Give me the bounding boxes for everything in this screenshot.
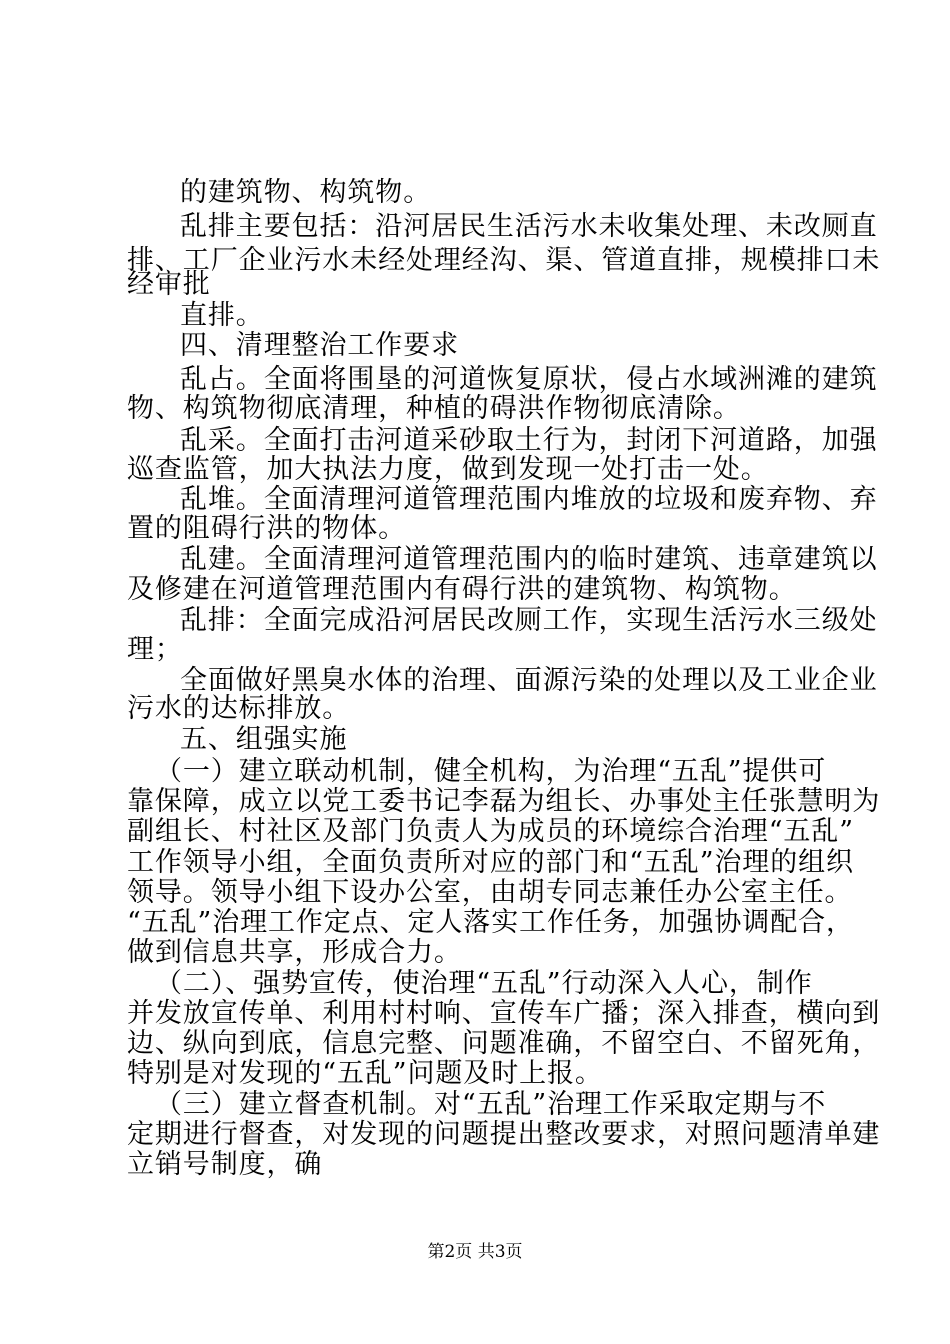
text-line: 特别是对发现的“五乱”问题及时上报。 (127, 1058, 603, 1089)
text-line: 排、工厂企业污水未经处理经沟、渠、管道直排，规模排口未 (127, 245, 881, 276)
text-line: 经审批 (127, 269, 211, 300)
text-line: “五乱”治理工作定点、定人落实工作任务，加强协调配合， (127, 907, 854, 938)
section-heading: 五、组强实施 (180, 724, 348, 755)
page-number-footer: 第2页 共3页 (427, 1242, 523, 1262)
text-line: 巡查监管，加大执法力度，做到发现一处打击一处。 (127, 454, 769, 485)
text-line: 定期进行督查，对发现的问题提出整改要求，对照问题清单建 (127, 1119, 881, 1150)
text-line: （三）建立督查机制。对“五乱”治理工作采取定期与不 (155, 1089, 827, 1120)
text-line: 的建筑物、构筑物。 (180, 177, 432, 208)
text-line: 物、构筑物彻底清理，种植的碍洪作物彻底清除。 (127, 393, 741, 424)
text-line: （一）建立联动机制，健全机构，为治理“五乱”提供可 (155, 756, 827, 787)
text-line: 污水的达标排放。 (127, 693, 351, 724)
text-line: 置的阻碍行洪的物体。 (127, 513, 406, 544)
text-line: 乱占。全面将围垦的河道恢复原状，侵占水域洲滩的建筑 (180, 364, 878, 395)
text-line: 靠保障，成立以党工委书记李磊为组长、办事处主任张慧明为 (127, 786, 881, 817)
text-line: 乱采。全面打击河道采砂取土行为，封闭下河道路，加强 (180, 425, 878, 456)
text-line: （二）、强势宣传，使治理“五乱”行动深入人心，制作 (155, 968, 813, 999)
text-line: 领导。领导小组下设办公室，由胡专同志兼任办公室主任。 (127, 877, 853, 908)
text-line: 直排。 (180, 300, 264, 331)
text-line: 乱堆。全面清理河道管理范围内堆放的垃圾和废弃物、弃 (180, 484, 878, 515)
text-line: 乱建。全面清理河道管理范围内的临时建筑、违章建筑以 (180, 544, 878, 575)
text-line: 副组长、村社区及部门负责人为成员的环境综合治理“五乱” (127, 816, 854, 847)
text-line: 边、纵向到底，信息完整、问题准确，不留空白、不留死角， (127, 1028, 881, 1059)
text-line: 理； (127, 634, 183, 665)
text-line: 全面做好黑臭水体的治理、面源污染的处理以及工业企业 (180, 665, 878, 696)
section-heading: 四、清理整治工作要求 (180, 330, 459, 361)
text-line: 工作领导小组，全面负责所对应的部门和“五乱”治理的组织 (127, 847, 854, 878)
text-line: 做到信息共享，形成合力。 (127, 937, 462, 968)
text-line: 立销号制度，确 (127, 1149, 323, 1180)
text-line: 乱排主要包括：沿河居民生活污水未收集处理、未改厕直 (180, 211, 878, 242)
text-line: 乱排：全面完成沿河居民改厕工作，实现生活污水三级处 (180, 605, 878, 636)
text-line: 并发放宣传单、利用村村响、宣传车广播；深入排查，横向到 (127, 998, 881, 1029)
text-line: 及修建在河道管理范围内有碍行洪的建筑物、构筑物。 (127, 574, 797, 605)
